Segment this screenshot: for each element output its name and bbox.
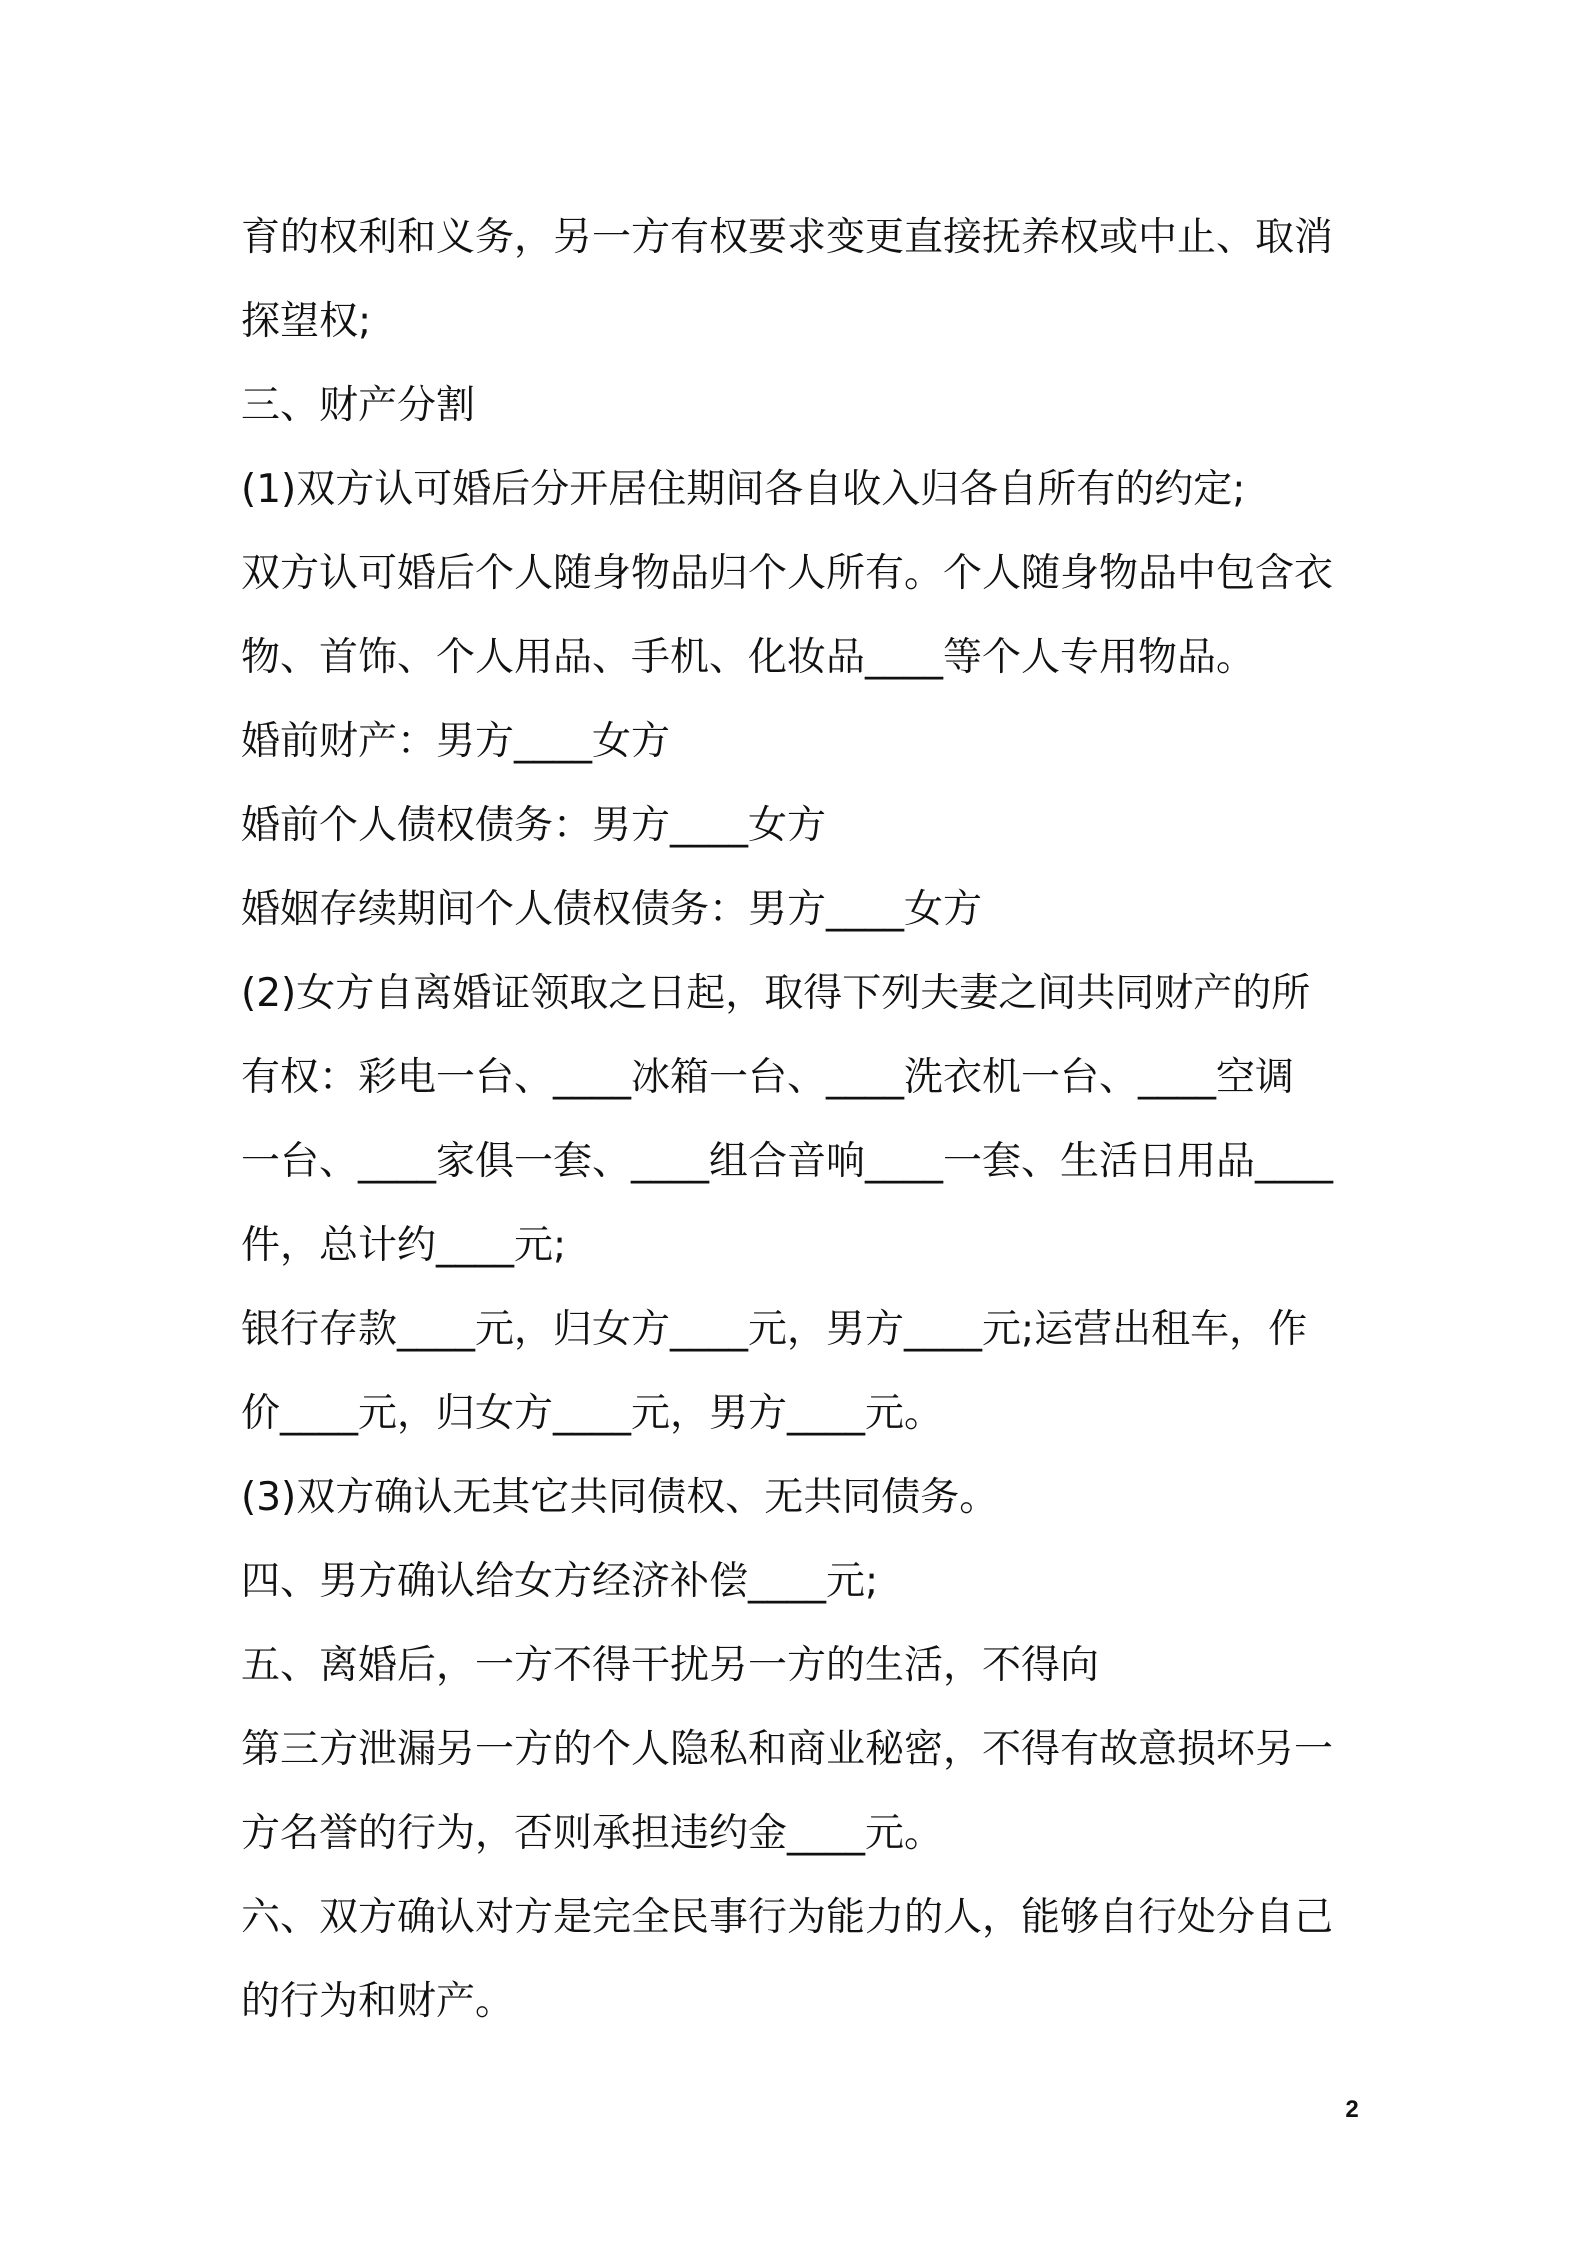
section-heading: 六、双方确认对方是完全民事行为能力的人，能够自行处分自己 bbox=[241, 1895, 1334, 1940]
text-line: 探望权; bbox=[241, 299, 372, 344]
text-line: 婚前财产：男方____女方 bbox=[241, 719, 671, 764]
section-heading: 四、男方确认给女方经济补偿____元; bbox=[241, 1559, 879, 1604]
page-number: 2 bbox=[1345, 2096, 1359, 2123]
text-line: 婚前个人债权债务：男方____女方 bbox=[241, 803, 827, 848]
text-line: 物、首饰、个人用品、手机、化妆品____等个人专用物品。 bbox=[241, 635, 1256, 680]
text-line: 件，总计约____元; bbox=[241, 1223, 567, 1268]
text-line: 银行存款____元，归女方____元，男方____元;运营出租车，作 bbox=[241, 1307, 1308, 1352]
text-line: 婚姻存续期间个人债权债务：男方____女方 bbox=[241, 887, 983, 932]
text-line: 有权：彩电一台、____冰箱一台、____洗衣机一台、____空调 bbox=[241, 1055, 1295, 1100]
section-heading: 五、离婚后，一方不得干扰另一方的生活，不得向 bbox=[241, 1643, 1100, 1688]
text-line: 第三方泄漏另一方的个人隐私和商业秘密，不得有故意损坏另一 bbox=[241, 1727, 1334, 1772]
text-line: 的行为和财产。 bbox=[241, 1979, 515, 2024]
section-heading: 三、财产分割 bbox=[241, 383, 476, 428]
text-line: (3)双方确认无其它共同债权、无共同债务。 bbox=[241, 1475, 999, 1520]
text-line: (1)双方认可婚后分开居住期间各自收入归各自所有的约定; bbox=[241, 467, 1246, 512]
text-line: (2)女方自离婚证领取之日起，取得下列夫妻之间共同财产的所 bbox=[241, 971, 1311, 1016]
text-line: 价____元，归女方____元，男方____元。 bbox=[241, 1391, 944, 1436]
text-line: 育的权利和义务，另一方有权要求变更直接抚养权或中止、取消 bbox=[241, 215, 1334, 260]
text-line: 双方认可婚后个人随身物品归个人所有。个人随身物品中包含衣 bbox=[241, 551, 1334, 596]
text-line: 方名誉的行为，否则承担违约金____元。 bbox=[241, 1811, 944, 1856]
text-line: 一台、____家俱一套、____组合音响____一套、生活日用品____ bbox=[241, 1139, 1334, 1184]
document-body bbox=[241, 196, 1361, 2044]
